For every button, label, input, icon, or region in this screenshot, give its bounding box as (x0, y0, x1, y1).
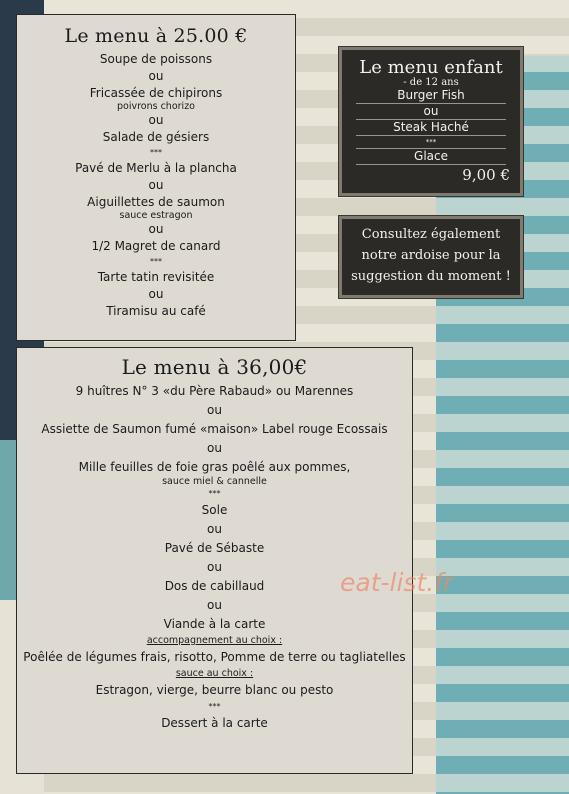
menu-line: Tarte tatin revisitée (97, 270, 215, 284)
watermark: eat-list.fr (340, 568, 454, 597)
menu-line: sauce au choix : (175, 668, 254, 679)
menu-line: Pavé de Sébaste (164, 541, 265, 555)
menu-line: ou (148, 287, 164, 301)
menu-25-title: Le menu à 25.00 € (64, 25, 248, 47)
menu-line: Tiramisu au café (106, 304, 206, 318)
ardoise-line: suggestion du moment ! (351, 269, 511, 284)
kids-menu-item: Steak Haché (393, 120, 469, 134)
menu-36-card (16, 347, 413, 774)
menu-line: *** (208, 702, 221, 711)
menu-line: *** (150, 257, 162, 266)
menu-25-items (17, 51, 295, 320)
menu-line: Estragon, vierge, beurre blanc ou pesto (95, 683, 334, 697)
menu-line: ou (207, 598, 222, 612)
ardoise-line: notre ardoise pour la (361, 248, 501, 263)
kids-menu-items (342, 88, 520, 165)
kids-menu-subtitle: - de 12 ans (403, 77, 459, 88)
kids-menu-price: 9,00 € (462, 166, 510, 184)
menu-line: ou (207, 560, 222, 574)
menu-line: sauce miel & cannelle (162, 476, 267, 487)
menu-line: Aiguillettes de saumon (87, 195, 225, 209)
kids-menu-item: *** (425, 138, 437, 146)
menu-25-card (16, 14, 296, 341)
menu-line: Poêlée de légumes frais, risotto, Pomme de terre ou tagliatelles (23, 650, 406, 664)
kids-menu-slate (339, 47, 523, 196)
menu-line: ou (207, 522, 222, 536)
menu-line: Soupe de poissons (99, 52, 213, 66)
menu-line: ou (148, 222, 164, 236)
menu-36-items (17, 382, 412, 733)
menu-line: accompagnement au choix : (146, 635, 283, 646)
kids-menu-item: ou (423, 104, 439, 118)
ardoise-slate (339, 216, 523, 298)
kids-menu-item: Burger Fish (397, 88, 465, 102)
menu-line: ou (148, 178, 164, 192)
menu-line: 9 huîtres N° 3 «du Père Rabaud» ou Marennes (75, 384, 354, 398)
menu-line: Assiette de Saumon fumé «maison» Label rouge Ecossais (41, 422, 388, 436)
menu-line: ou (148, 69, 164, 83)
menu-line: ou (148, 113, 164, 127)
menu-line: Pavé de Merlu à la plancha (75, 161, 237, 175)
menu-line: Salade de gésiers (102, 130, 210, 144)
menu-line: 1/2 Magret de canard (91, 239, 221, 253)
kids-menu-item: Glace (414, 149, 448, 163)
kids-menu-title: Le menu enfant (359, 57, 503, 78)
menu-line: Dessert à la carte (161, 716, 268, 730)
menu-line: sauce estragon (119, 210, 193, 221)
menu-line: Dos de cabillaud (164, 579, 265, 593)
menu-line: Fricassée de chipirons (89, 86, 223, 100)
menu-line: poivrons chorizo (116, 101, 195, 112)
menu-line: Mille feuilles de foie gras poêlé aux pommes, (78, 460, 351, 474)
menu-line: *** (150, 148, 162, 157)
menu-line: Sole (201, 503, 228, 517)
ardoise-line: Consultez également (361, 227, 501, 242)
ardoise-message (342, 219, 520, 287)
menu-line: ou (207, 441, 222, 455)
menu-36-title: Le menu à 36,00€ (121, 355, 308, 379)
menu-line: ou (207, 403, 222, 417)
menu-line: Viande à la carte (163, 617, 266, 631)
menu-line: *** (208, 489, 221, 498)
